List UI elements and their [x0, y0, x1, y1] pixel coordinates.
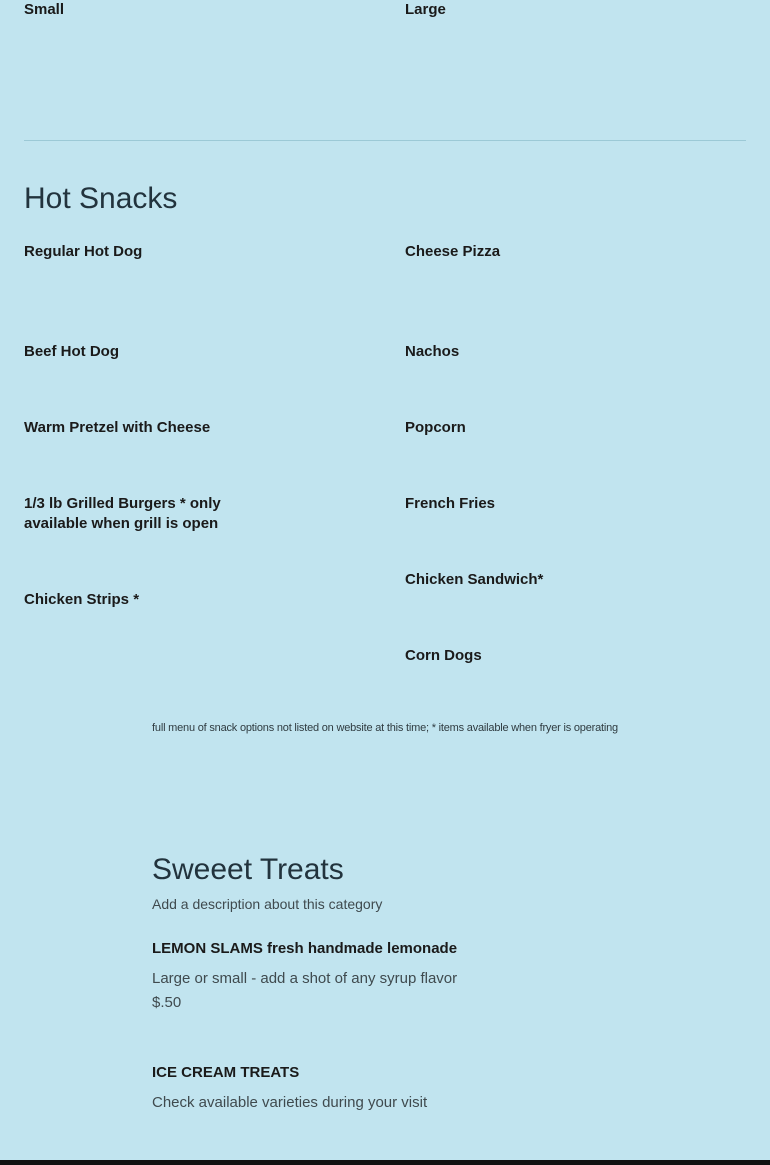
menu-item-warm-pretzel: Warm Pretzel with Cheese	[24, 419, 211, 436]
menu-item-lemon-slams: LEMON SLAMS fresh handmade lemonade	[152, 940, 458, 957]
menu-item-cheese-pizza: Cheese Pizza	[405, 243, 501, 260]
sweet-treats-title: Sweeet Treats	[152, 853, 344, 886]
menu-item-corn-dogs: Corn Dogs	[405, 647, 482, 664]
size-label-small: Small	[24, 1, 65, 18]
lemon-slams-price: $.50	[152, 994, 182, 1011]
menu-item-chicken-sandwich: Chicken Sandwich*	[405, 571, 544, 588]
size-label-large: Large	[405, 1, 446, 18]
menu-item-beef-hot-dog: Beef Hot Dog	[24, 343, 119, 360]
menu-item-grilled-burgers: 1/3 lb Grilled Burgers * only available when grill is open	[24, 495, 221, 532]
menu-item-ice-cream-treats: ICE CREAM TREATS	[152, 1064, 300, 1081]
menu-item-french-fries: French Fries	[405, 495, 496, 512]
hot-snacks-title: Hot Snacks	[24, 182, 178, 215]
menu-item-nachos: Nachos	[405, 343, 460, 360]
sweet-treats-description: Add a description about this category	[152, 896, 383, 912]
footer-bar	[0, 1160, 770, 1165]
section-divider	[24, 140, 746, 141]
menu-item-popcorn: Popcorn	[405, 419, 466, 436]
snack-menu-note: full menu of snack options not listed on website at this time; * items available when fryer is operating	[152, 722, 618, 734]
ice-cream-treats-description: Check available varieties during your visit	[152, 1094, 428, 1111]
lemon-slams-description: Large or small - add a shot of any syrup flavor	[152, 970, 458, 987]
menu-item-chicken-strips: Chicken Strips *	[24, 591, 140, 608]
menu-item-regular-hot-dog: Regular Hot Dog	[24, 243, 143, 260]
